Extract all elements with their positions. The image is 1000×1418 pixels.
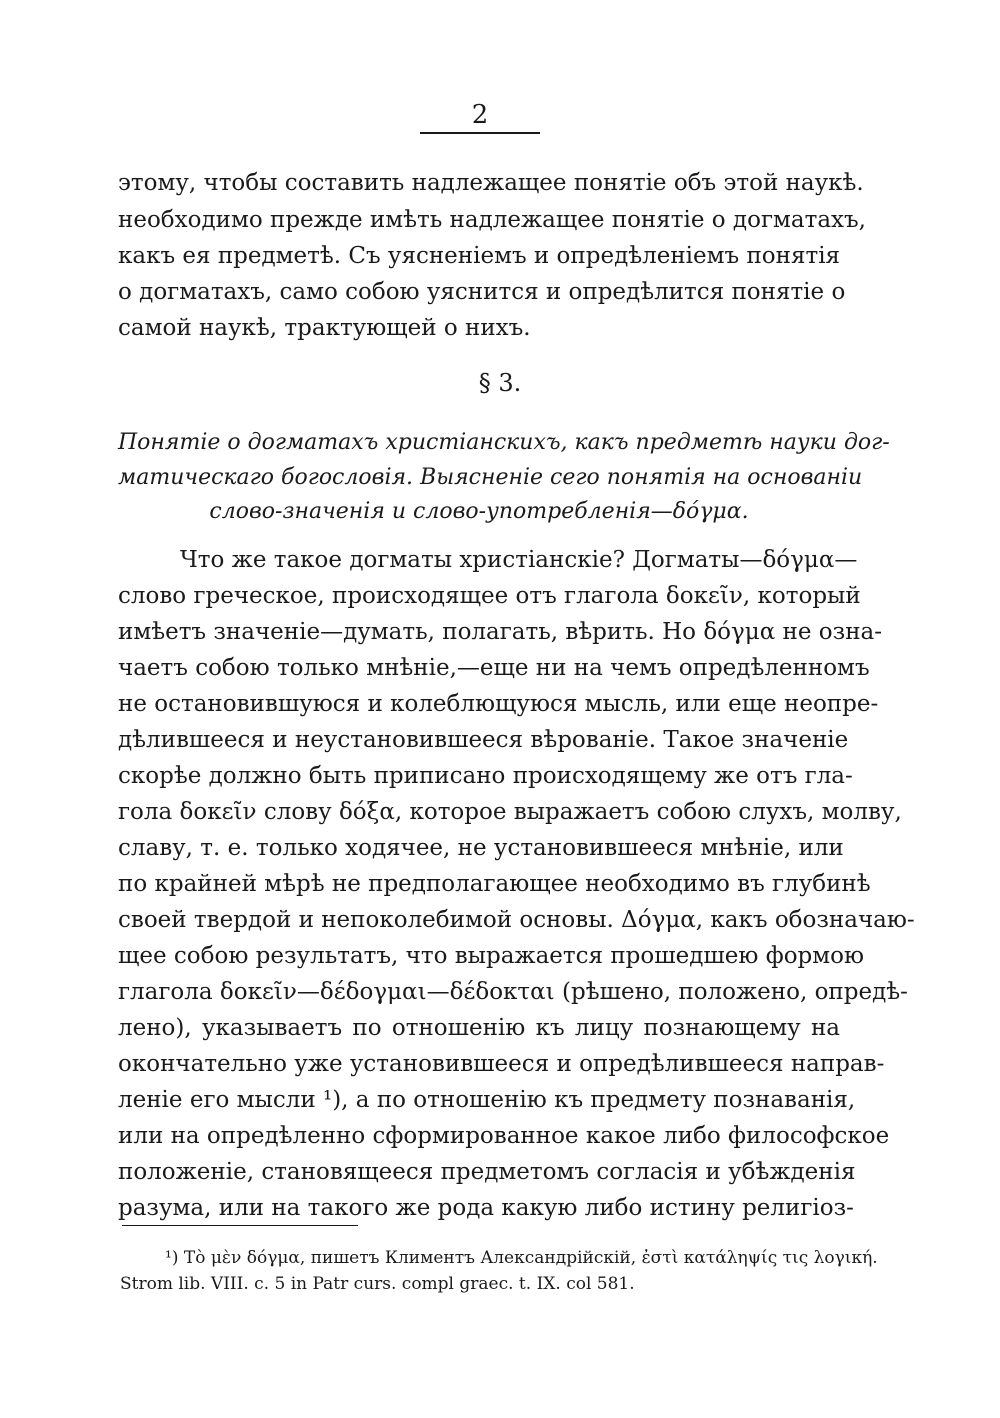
- text-line: разума, или на такого же рода какую либо истину религіоз-: [118, 1195, 854, 1221]
- section-mark: § 3.: [478, 369, 522, 397]
- heading-line: Понятіе о догматахъ христіанскихъ, какъ предметѣ науки дог-: [118, 430, 890, 455]
- page-number-rule: [420, 132, 540, 134]
- text-line: своей твердой и непоколебимой основы. Δόγμα, какъ обозначаю-: [118, 907, 915, 933]
- text-line: дѣлившееся и неустановившееся вѣрованіе. Такое значеніе: [118, 727, 849, 753]
- text-line: леніе его мысли ¹), а по отношенію къ предмету познаванія,: [118, 1087, 856, 1113]
- text-line: гола δοκεῖν слову δόξα, которое выражаетъ собою слухъ, молву,: [118, 799, 902, 825]
- text-line: чаетъ собою только мнѣніе,—еще ни на чемъ опредѣленномъ: [118, 655, 870, 681]
- text-line: имѣетъ значеніе—думать, полагать, вѣрить. Но δόγμα не озна-: [118, 619, 883, 645]
- text-line: славу, т. е. только ходячее, не установившееся мнѣніе, или: [118, 835, 844, 861]
- page-number: 2: [471, 100, 489, 130]
- heading-line: матическаго богословія. Выясненіе сего понятія на основаніи: [118, 465, 863, 490]
- text-line: необходимо прежде имѣть надлежащее понятіе о догматахъ,: [118, 207, 866, 233]
- text-line: о догматахъ, само собою уяснится и опредѣлится понятіе о: [118, 279, 846, 305]
- text-line: щее собою результатъ, что выражается прошедшею формою: [118, 943, 865, 969]
- text-line: по крайней мѣрѣ не предполагающее необходимо въ глубинѣ: [118, 871, 871, 897]
- footnote-rule: [122, 1225, 358, 1226]
- text-line: окончательно уже установившееся и опредѣлившееся направ-: [118, 1051, 885, 1077]
- text-line: лено), указываетъ по отношенію къ лицу познающему на: [118, 1015, 840, 1041]
- text-line: слово греческое, происходящее отъ глагола δοκεῖν, который: [118, 583, 861, 609]
- text-line: глагола δοκεῖν—δέδογμαι—δέδοκται (рѣшено, положено, опредѣ-: [118, 979, 908, 1005]
- text-line: самой наукѣ, трактующей о нихъ.: [118, 315, 531, 341]
- text-line: какъ ея предметѣ. Съ уясненіемъ и опредѣленіемъ понятія: [118, 243, 841, 269]
- text-line: или на опредѣленно сформированное какое либо философское: [118, 1123, 890, 1149]
- text-line: этому, чтобы составить надлежащее понятіе объ этой наукѣ.: [118, 170, 864, 196]
- text-line: положеніе, становящееся предметомъ согласія и убѣжденія: [118, 1159, 856, 1185]
- text-line: скорѣе должно быть приписано происходящему же отъ гла-: [118, 763, 853, 789]
- text-line: Что же такое догматы христіанскіе? Догматы—δόγμα—: [180, 547, 858, 573]
- footnote-line: Strom lib. VIII. c. 5 in Patr curs. compl graec. t. IX. col 581.: [120, 1274, 635, 1294]
- footnote-line: ¹) Τὸ μὲν δόγμα, пишетъ Климентъ Александрійскій, ἐστὶ κατάληψίς τις λογική.: [165, 1248, 878, 1268]
- text-line: не остановившуюся и колеблющуюся мысль, или еще неопре-: [118, 691, 879, 717]
- heading-line: слово-значенія и слово-употребленія—δόγμα.: [209, 499, 749, 524]
